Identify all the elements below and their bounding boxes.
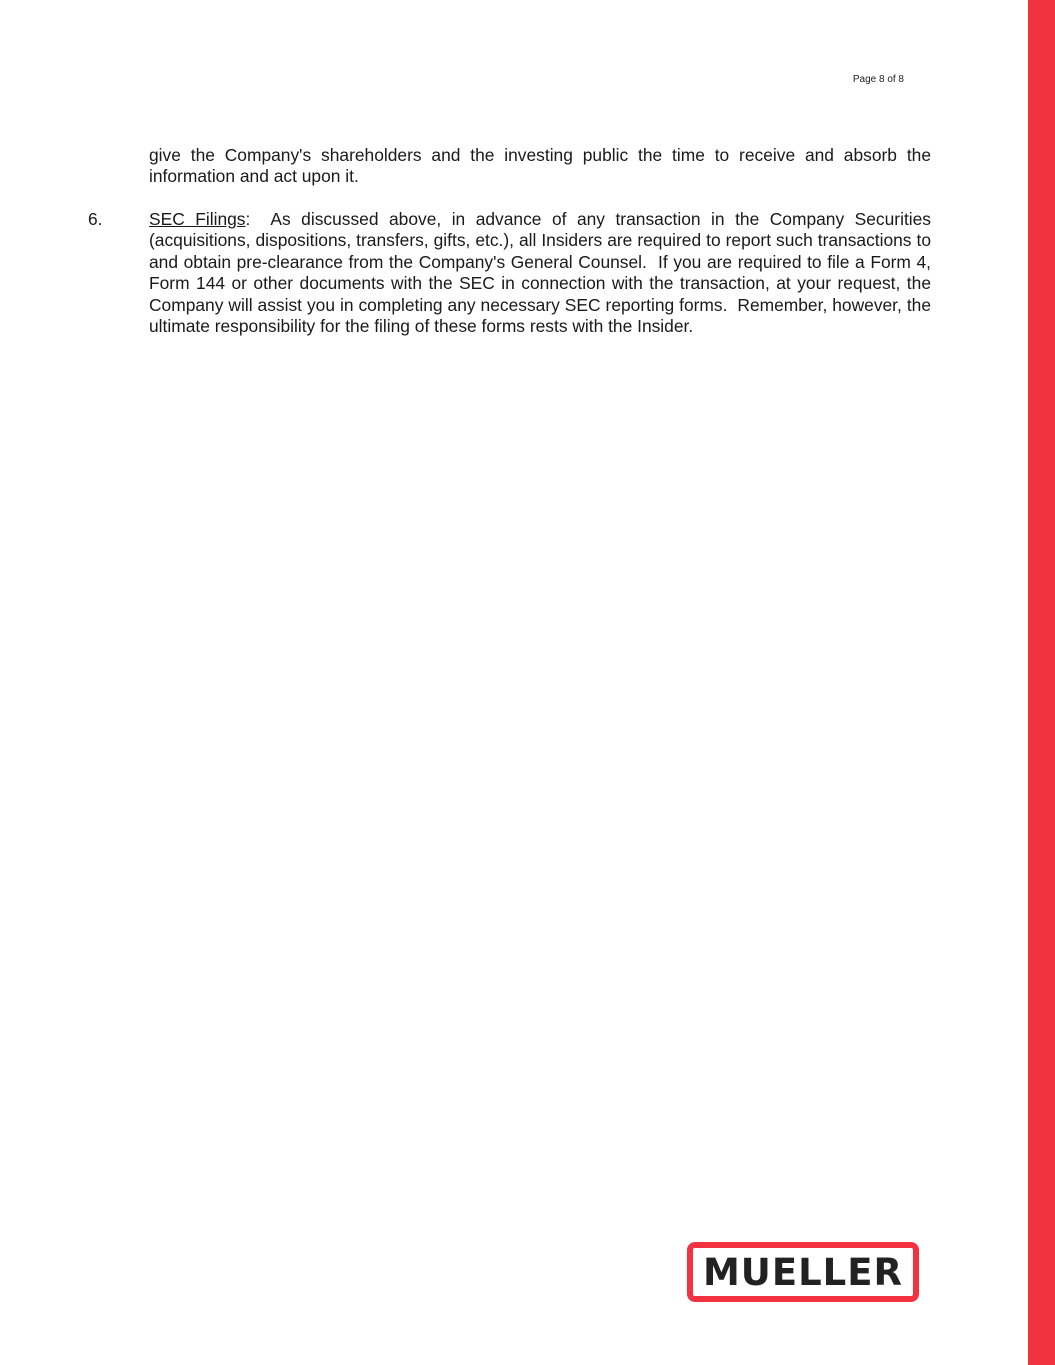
red-edge-bar: [1028, 0, 1055, 1365]
heading-separator: :: [245, 209, 251, 229]
sec-filings-text: As discussed above, in advance of any transaction in the Company Securities (acquisitions, dispositions, transfers, gifts, etc.), all Insiders are required to report such transactions to and obtain pre-clearance from the Company's General Counsel. If you are required to file a Form 4, Form 144 or other documents with the SEC in connection with the transaction, at your request, the Company will assist you in completing any necessary SEC reporting forms. Remember, however, the ultimate responsibility for the filing of these forms rests with the Insider.: [149, 209, 936, 337]
continued-paragraph: give the Company's shareholders and the investing public the time to receive and absorb the information and act upon it.: [149, 145, 931, 187]
mueller-logo: [687, 1242, 919, 1302]
sec-filings-heading: SEC Filings: [149, 209, 246, 229]
sec-filings-paragraph: [149, 209, 936, 337]
item-number: 6.: [88, 209, 103, 229]
logo-wordmark: MUELLER: [702, 1250, 904, 1294]
page-number: Page 8 of 8: [852, 74, 904, 85]
